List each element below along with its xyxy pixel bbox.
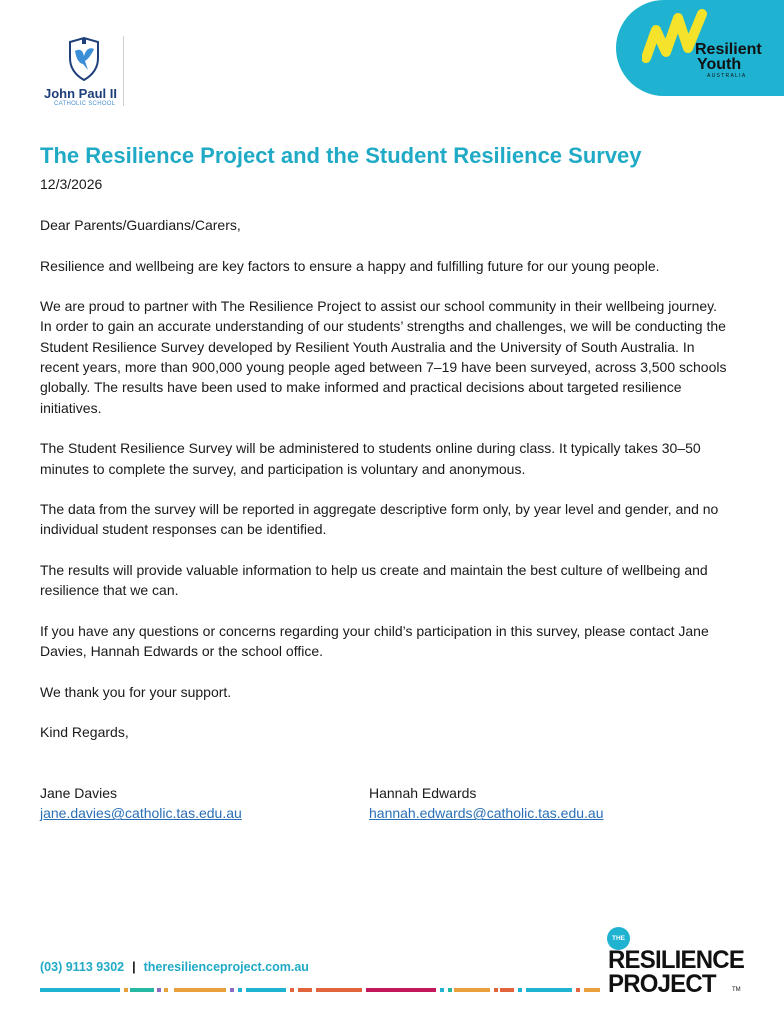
bar-segment — [130, 988, 154, 992]
school-subtitle: CATHOLIC SCHOOL — [54, 101, 116, 107]
email-link-jane[interactable]: jane.davies@catholic.tas.edu.au — [40, 805, 242, 822]
school-name: John Paul II — [44, 86, 117, 101]
footer-separator: | — [132, 960, 136, 974]
paragraph: The Student Resilience Survey will be administered to students online during class. It typically takes 30–50 minutes to complete the survey, and participation is voluntary and anonymous. — [40, 440, 701, 477]
page-title: The Resilience Project and the Student Resilience Survey — [40, 143, 642, 168]
bar-segment — [500, 988, 514, 992]
bar-segment — [576, 988, 580, 992]
paragraph: The data from the survey will be reported in aggregate descriptive form only, by year level and gender, and no individual student responses can be identified. — [40, 501, 719, 538]
bar-segment — [526, 988, 572, 992]
bar-segment — [157, 988, 161, 992]
bar-segment — [440, 988, 444, 992]
resilient-youth-line2: Youth — [697, 56, 742, 73]
bar-segment — [584, 988, 600, 992]
footer-color-bar — [40, 988, 600, 992]
resilience-project-logo — [607, 927, 769, 997]
signature-name: Hannah Edwards — [369, 785, 477, 801]
bar-segment — [164, 988, 168, 992]
letter-date: 12/3/2026 — [40, 176, 103, 192]
trp-word-resilience: RESILIENCE — [608, 946, 745, 975]
bar-segment — [290, 988, 294, 992]
bar-segment — [124, 988, 128, 992]
bar-segment — [448, 988, 452, 992]
bar-segment — [230, 988, 234, 992]
bar-segment — [366, 988, 436, 992]
paragraph: We thank you for your support. — [40, 683, 232, 700]
signature-jane — [40, 783, 242, 824]
dove-crest-icon — [66, 36, 102, 82]
paragraph: We are proud to partner with The Resilience Project to assist our school community in their wellbeing journey. In order to gain an accurate understanding of our students’ strengths and challenges, we will be conducting the Student Resilience Survey developed by Resilient Youth Australia and the University of South Australia. In recent years, more than 900,000 young people aged between 7–19 have been surveyed, across 3,500 schools globally. The results have been used to make informed and practical decisions about targeted resilience initiatives. — [40, 298, 727, 416]
trp-the-badge: THE — [607, 927, 630, 950]
greeting: Dear Parents/Guardians/Carers, — [40, 217, 241, 233]
bar-segment — [454, 988, 490, 992]
paragraph: If you have any questions or concerns regarding your child’s participation in this survey, please contact Jane Davies, Hannah Edwards or the school office. — [40, 622, 709, 660]
school-logo — [40, 34, 126, 110]
bar-segment — [316, 988, 362, 992]
logo-divider — [123, 36, 124, 106]
bar-segment — [518, 988, 522, 992]
bar-segment — [40, 988, 120, 992]
resilient-youth-line1: Resilient — [695, 41, 762, 58]
paragraph: The results will provide valuable information to help us create and maintain the best culture of wellbeing and resilience that we can. — [40, 562, 708, 599]
email-link-hannah[interactable]: hannah.edwards@catholic.tas.edu.au — [369, 805, 604, 822]
bar-segment — [494, 988, 498, 992]
trp-trademark: TM — [732, 987, 741, 993]
closing: Kind Regards, — [40, 724, 129, 741]
resilient-youth-logo — [616, 0, 784, 96]
footer-website[interactable]: theresilienceproject.com.au — [143, 960, 309, 974]
signature-name: Jane Davies — [40, 785, 118, 801]
bar-segment — [298, 988, 312, 992]
signature-hannah — [369, 783, 603, 824]
bar-segment — [238, 988, 242, 992]
letter-body — [40, 215, 730, 763]
bar-segment — [174, 988, 226, 992]
footer-phone[interactable]: (03) 9113 9302 — [40, 960, 125, 974]
paragraph: Resilience and wellbeing are key factors to ensure a happy and fulfilling future for our young people. — [40, 257, 660, 274]
bar-segment — [246, 988, 286, 992]
trp-word-project: PROJECT — [608, 970, 716, 999]
footer-contact — [40, 960, 309, 974]
resilient-youth-line3: AUSTRALIA — [707, 73, 747, 79]
